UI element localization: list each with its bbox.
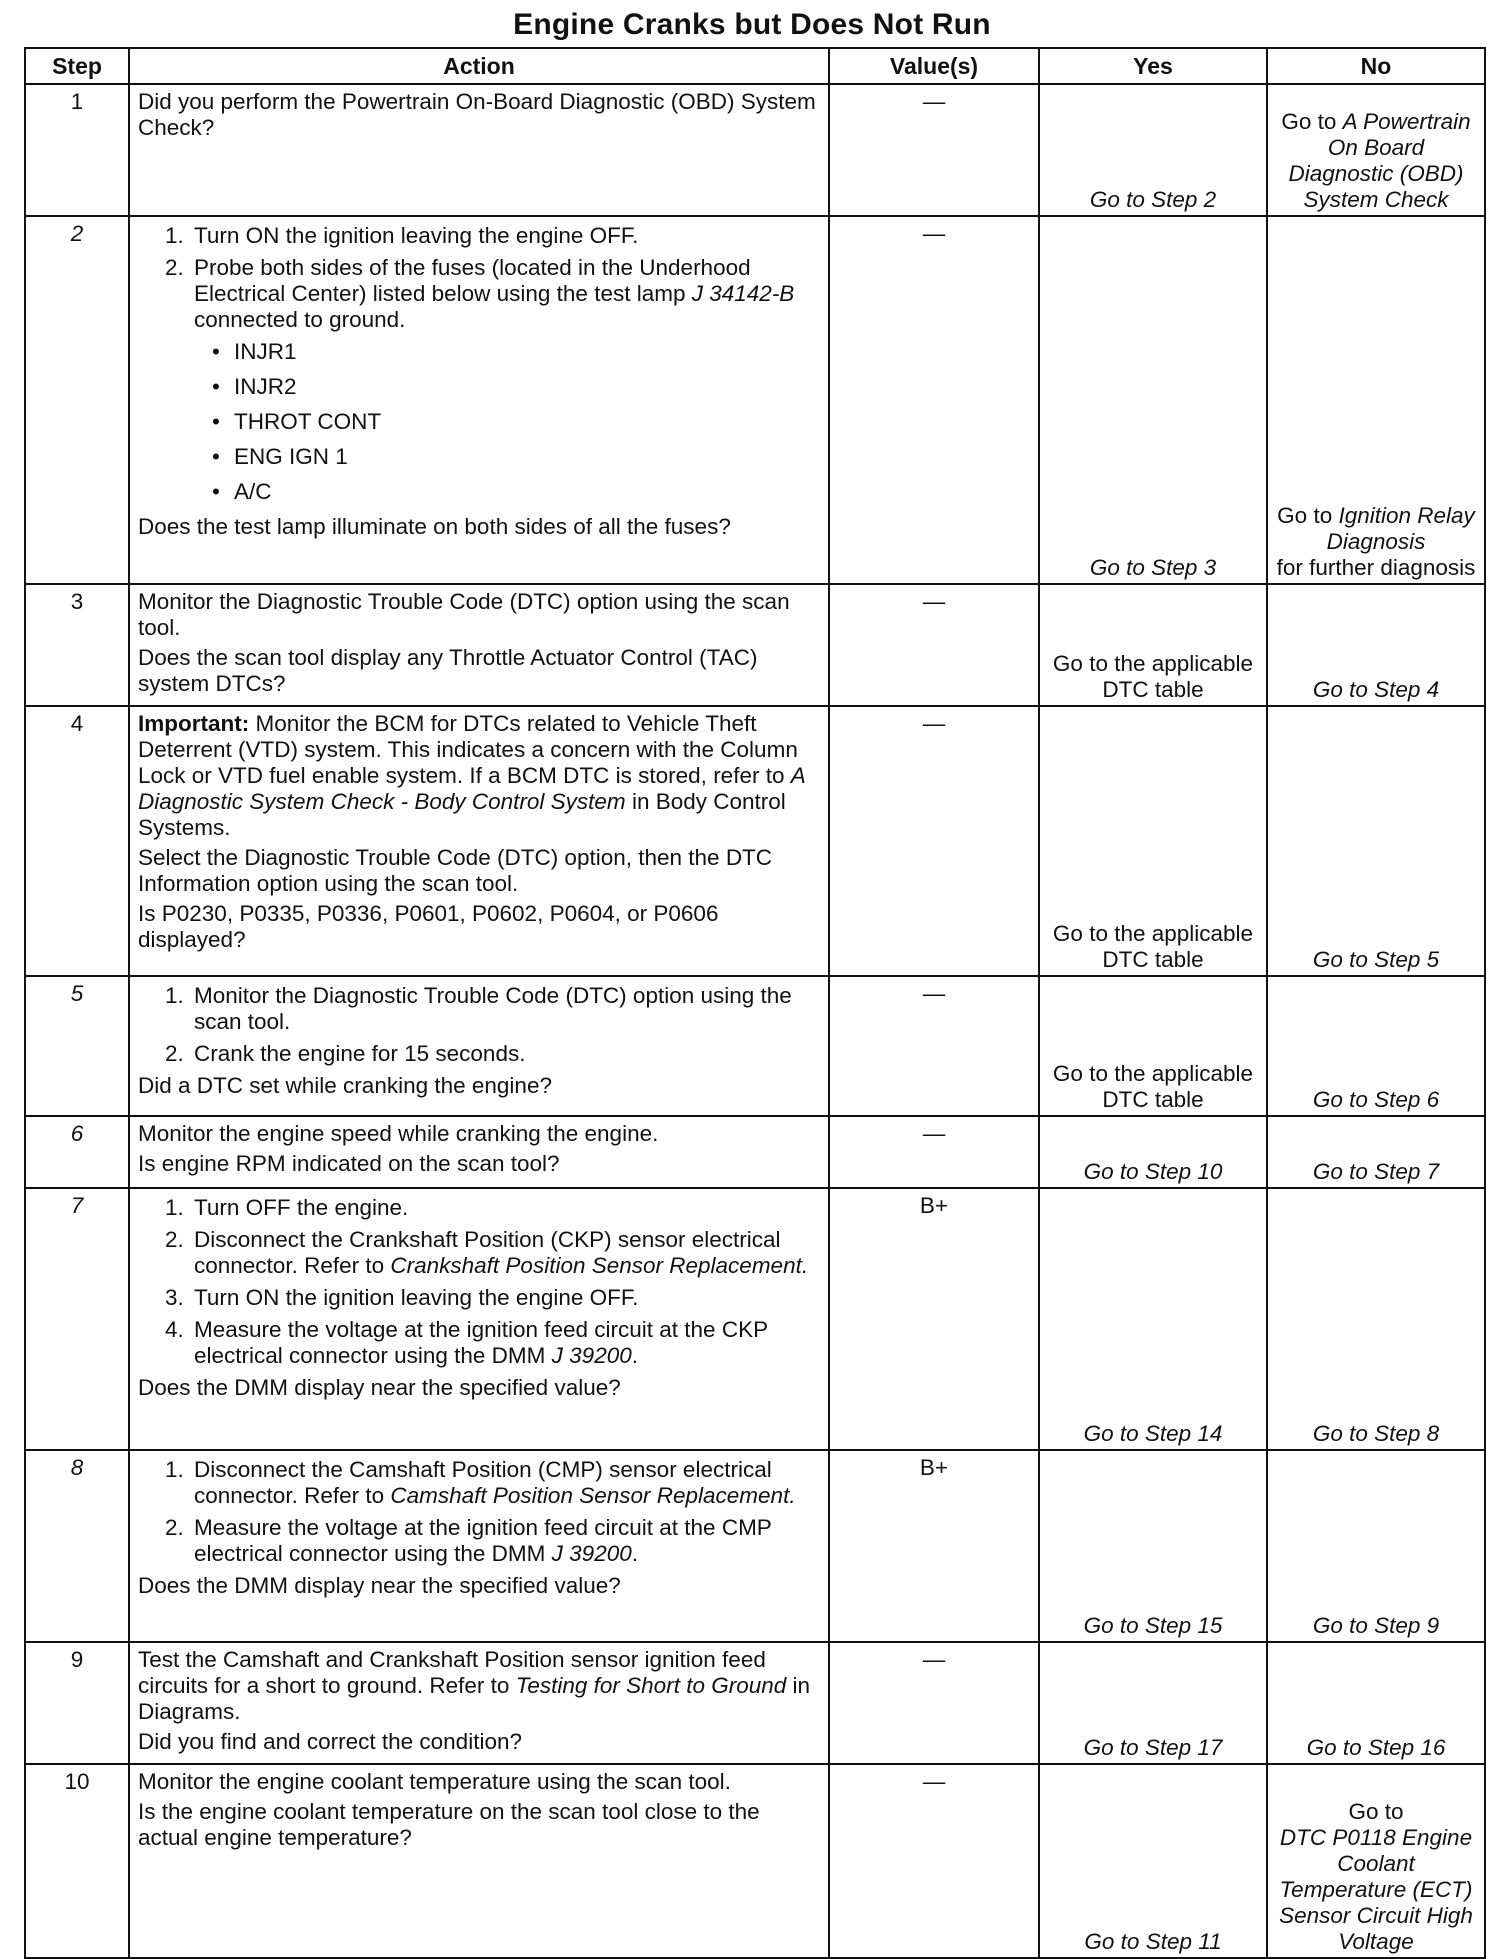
page-title: Engine Cranks but Does Not Run [513, 8, 991, 41]
action-cell [129, 1116, 829, 1188]
important-reference: A Diagnostic System Check - Body Control System [138, 763, 805, 814]
fuse-item: • A/C [234, 479, 820, 505]
no-link[interactable]: Go to Step 5 [1312, 947, 1440, 972]
procedure-step: 1. Monitor the Diagnostic Trouble Code (DTC) option using the scan tool. [190, 983, 820, 1035]
value-cell: — [829, 976, 1039, 1116]
procedure-step [190, 255, 820, 333]
important-note [138, 711, 820, 841]
procedure-step-suffix: connected to ground. [194, 307, 406, 332]
yes-cell [1039, 584, 1267, 706]
procedure-step: 2. Disconnect the Crankshaft Position (CKP) sensor electrical connector. Refer to Crankshaft Position Sensor Replacement. [190, 1227, 820, 1279]
no-cell [1267, 1116, 1485, 1188]
yes-link[interactable]: Go to Step 3 [1089, 555, 1217, 580]
procedure-step: 2. Measure the voltage at the ignition feed circuit at the CMP electrical connector using the DMM J 39200. [190, 1515, 820, 1567]
procedure-step-text: Probe both sides of the fuses (located in the Underhood Electrical Center) listed below using the test lamp [194, 255, 751, 306]
tool-reference: J 39200 [551, 1343, 632, 1368]
action-question: Is the engine coolant temperature on the scan tool close to the actual engine temperature? [138, 1799, 760, 1850]
table-row [25, 216, 1485, 584]
no-prefix: Go to [1348, 1799, 1404, 1824]
value-cell: — [829, 706, 1039, 976]
fuse-list [138, 339, 820, 505]
action-question: Is P0230, P0335, P0336, P0601, P0602, P0604, or P0606 displayed? [138, 901, 719, 952]
yes-cell [1039, 1188, 1267, 1450]
yes-link[interactable]: Go to the applicable DTC table [1052, 651, 1254, 702]
header-step: Step [25, 48, 129, 84]
procedure-step: 3. Turn ON the ignition leaving the engine OFF. [190, 1285, 820, 1311]
important-suffix: in Body Control Systems. [138, 789, 786, 840]
step-number: 4 [25, 706, 129, 976]
step-number: 9 [25, 1642, 129, 1764]
action-cell [129, 1642, 829, 1764]
action-question: Does the DMM display near the specified value? [138, 1573, 621, 1598]
no-cell [1267, 216, 1485, 584]
action-instruction: Select the Diagnostic Trouble Code (DTC) option, then the DTC Information option using the scan tool. [138, 845, 773, 896]
yes-cell [1039, 706, 1267, 976]
action-instruction: Monitor the Diagnostic Trouble Code (DTC) option using the scan tool. [138, 589, 790, 640]
value-cell: — [829, 1764, 1039, 1958]
table-row [25, 1450, 1485, 1642]
no-cell [1267, 1764, 1485, 1958]
header-values: Value(s) [829, 48, 1039, 84]
tool-reference: J 39200 [551, 1541, 632, 1566]
action-question: Did you find and correct the condition? [138, 1729, 522, 1754]
no-link[interactable]: Go to Step 6 [1312, 1087, 1440, 1112]
value-cell: — [829, 584, 1039, 706]
fuse-item: • ENG IGN 1 [234, 444, 820, 470]
yes-cell [1039, 976, 1267, 1116]
action-instruction: Monitor the engine speed while cranking the engine. [138, 1121, 659, 1146]
step-number: 1 [25, 84, 129, 216]
table-row [25, 1188, 1485, 1450]
yes-link[interactable]: Go to Step 17 [1083, 1735, 1223, 1760]
no-cell [1267, 84, 1485, 216]
action-instruction [138, 1647, 820, 1725]
table-row [25, 706, 1485, 976]
step-number: 7 [25, 1188, 129, 1450]
header-no: No [1267, 48, 1485, 84]
step-number: 8 [25, 1450, 129, 1642]
procedure-step: 1. Disconnect the Camshaft Position (CMP) sensor electrical connector. Refer to Camshaft Position Sensor Replacement. [190, 1457, 820, 1509]
table-row [25, 84, 1485, 216]
procedure-steps [138, 1457, 820, 1567]
step-number: 5 [25, 976, 129, 1116]
no-prefix: Go to [1277, 503, 1339, 528]
yes-link[interactable]: Go to Step 14 [1083, 1421, 1223, 1446]
no-link[interactable]: Go to Step 4 [1312, 677, 1440, 702]
no-reference: DTC P0118 Engine Coolant Temperature (ECT) Sensor Circuit High Voltage [1279, 1825, 1473, 1954]
tool-reference: J 34142-B [691, 281, 795, 306]
yes-cell [1039, 84, 1267, 216]
value-cell: — [829, 216, 1039, 584]
step-number: 10 [25, 1764, 129, 1958]
no-cell [1267, 976, 1485, 1116]
no-link[interactable] [1268, 503, 1484, 581]
yes-cell [1039, 1764, 1267, 1958]
fuse-item: • INJR2 [234, 374, 820, 400]
yes-link[interactable]: Go to Step 10 [1083, 1159, 1223, 1184]
value-cell: B+ [829, 1188, 1039, 1450]
important-text: Monitor the BCM for DTCs related to Vehicle Theft Deterrent (VTD) system. This indicates a concern with the Column Lock or VTD fuel enable system. If a BCM DTC is stored, refer to [138, 711, 798, 788]
action-cell [129, 84, 829, 216]
procedure-steps [138, 1195, 820, 1369]
no-link[interactable] [1268, 1799, 1484, 1955]
procedure-reference: Crankshaft Position Sensor Replacement [390, 1253, 802, 1278]
action-cell [129, 976, 829, 1116]
action-cell [129, 1188, 829, 1450]
diagnostic-table [24, 47, 1486, 1959]
action-instruction-text: Test the Camshaft and Crankshaft Position sensor ignition feed circuits for a short to ground. Refer to [138, 1647, 766, 1698]
table-row [25, 1642, 1485, 1764]
action-cell [129, 216, 829, 584]
step-number: 2 [25, 216, 129, 584]
no-reference: A Powertrain On Board Diagnostic (OBD) System Check [1288, 109, 1471, 212]
table-row [25, 976, 1485, 1116]
yes-cell [1039, 216, 1267, 584]
yes-cell [1039, 1116, 1267, 1188]
action-instruction: Monitor the engine coolant temperature using the scan tool. [138, 1769, 731, 1794]
value-cell: B+ [829, 1450, 1039, 1642]
no-cell [1267, 1188, 1485, 1450]
step-number: 3 [25, 584, 129, 706]
action-instruction-suffix: in Diagrams. [138, 1673, 811, 1724]
yes-link[interactable]: Go to the applicable DTC table [1052, 1061, 1254, 1112]
procedure-step: 1. Turn ON the ignition leaving the engine OFF. [190, 223, 820, 249]
procedure-steps [138, 983, 820, 1067]
procedure-step-text: Measure the voltage at the ignition feed circuit at the CMP electrical connector using the DMM [194, 1515, 772, 1566]
yes-link[interactable]: Go to the applicable DTC table [1052, 921, 1254, 972]
header-action: Action [129, 48, 829, 84]
yes-cell [1039, 1450, 1267, 1642]
no-link[interactable]: Go to Step 7 [1312, 1159, 1440, 1184]
table-row [25, 1764, 1485, 1958]
no-link[interactable] [1268, 109, 1484, 213]
procedure-step: 4. Measure the voltage at the ignition feed circuit at the CKP electrical connector using the DMM J 39200. [190, 1317, 820, 1369]
no-reference: Ignition Relay Diagnosis [1326, 503, 1475, 554]
value-cell: — [829, 1642, 1039, 1764]
important-label: Important: [138, 711, 250, 736]
value-cell: — [829, 84, 1039, 216]
header-yes: Yes [1039, 48, 1267, 84]
no-suffix: for further diagnosis [1276, 555, 1476, 580]
no-cell [1267, 706, 1485, 976]
table-row [25, 1116, 1485, 1188]
step-number: 6 [25, 1116, 129, 1188]
action-question: Does the scan tool display any Throttle Actuator Control (TAC) system DTCs? [138, 645, 758, 696]
table-row [25, 584, 1485, 706]
yes-cell [1039, 1642, 1267, 1764]
no-cell [1267, 584, 1485, 706]
procedure-steps [138, 223, 820, 333]
procedure-step: 1. Turn OFF the engine. [190, 1195, 820, 1221]
fuse-item: • THROT CONT [234, 409, 820, 435]
action-question: Did a DTC set while cranking the engine? [138, 1073, 552, 1098]
value-cell: — [829, 1116, 1039, 1188]
procedure-step-text: Disconnect the Camshaft Position (CMP) sensor electrical connector. Refer to [194, 1457, 772, 1508]
action-question: Is engine RPM indicated on the scan tool? [138, 1151, 560, 1176]
yes-link[interactable]: Go to Step 15 [1083, 1613, 1223, 1638]
procedure-reference: Camshaft Position Sensor Replacement [390, 1483, 790, 1508]
action-cell [129, 706, 829, 976]
action-question: Did you perform the Powertrain On-Board Diagnostic (OBD) System Check? [138, 89, 816, 140]
no-link[interactable]: Go to Step 9 [1312, 1613, 1440, 1638]
action-question: Does the DMM display near the specified value? [138, 1375, 621, 1400]
action-question: Does the test lamp illuminate on both sides of all the fuses? [138, 514, 731, 539]
action-cell [129, 1764, 829, 1958]
no-link[interactable]: Go to Step 16 [1306, 1735, 1446, 1760]
fuse-item: • INJR1 [234, 339, 820, 365]
procedure-step-text: Disconnect the Crankshaft Position (CKP) sensor electrical connector. Refer to [194, 1227, 781, 1278]
no-cell [1267, 1450, 1485, 1642]
no-link[interactable]: Go to Step 8 [1312, 1421, 1440, 1446]
table-header-row [25, 48, 1485, 84]
action-cell [129, 1450, 829, 1642]
procedure-step-text: Measure the voltage at the ignition feed circuit at the CKP electrical connector using the DMM [194, 1317, 768, 1368]
yes-link[interactable]: Go to Step 11 [1084, 1929, 1222, 1954]
no-prefix: Go to [1281, 109, 1343, 134]
yes-link[interactable]: Go to Step 2 [1089, 187, 1217, 212]
action-reference: Testing for Short to Ground [515, 1673, 787, 1698]
action-cell [129, 584, 829, 706]
procedure-step: 2. Crank the engine for 15 seconds. [190, 1041, 820, 1067]
no-cell [1267, 1642, 1485, 1764]
